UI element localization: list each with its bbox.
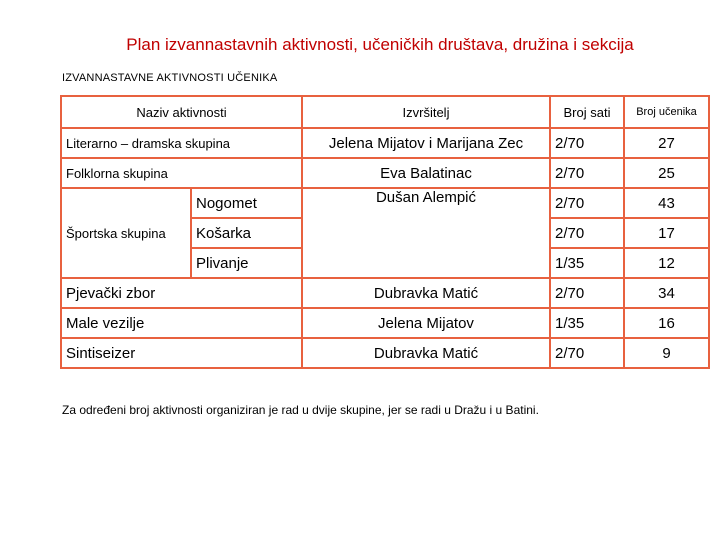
activity-name: Folklorna skupina xyxy=(61,158,302,188)
sub-activity-name: Nogomet xyxy=(191,188,302,218)
activity-hours: 2/70 xyxy=(550,278,624,308)
activity-leader: Eva Balatinac xyxy=(302,158,550,188)
header-activity: Naziv aktivnosti xyxy=(61,96,302,128)
activity-students: 34 xyxy=(624,278,709,308)
page-title: Plan izvannastavnih aktivnosti, učeničkih društava, družina i sekcija xyxy=(126,35,634,54)
activity-name: Športska skupina xyxy=(61,188,191,278)
activity-hours: 2/70 xyxy=(550,128,624,158)
sub-activity-name: Plivanje xyxy=(191,248,302,278)
activity-leader: Dubravka Matić xyxy=(302,338,550,368)
activity-name: Pjevački zbor xyxy=(61,278,302,308)
header-hours: Broj sati xyxy=(550,96,624,128)
header-students: Broj učenika xyxy=(624,96,709,128)
activity-hours: 2/70 xyxy=(550,218,624,248)
activities-table xyxy=(60,95,710,369)
table-row xyxy=(61,308,709,338)
sub-activity-name: Košarka xyxy=(191,218,302,248)
activity-students: 43 xyxy=(624,188,709,218)
footnote: Za određeni broj aktivnosti organiziran je rad u dvije skupine, jer se radi u Dražu i u Batini. xyxy=(62,403,539,417)
activity-hours: 1/35 xyxy=(550,308,624,338)
table-row xyxy=(61,188,709,218)
table-row xyxy=(61,128,709,158)
activity-students: 25 xyxy=(624,158,709,188)
activity-students: 16 xyxy=(624,308,709,338)
activity-name: Sintiseizer xyxy=(61,338,302,368)
table-row xyxy=(61,338,709,368)
activity-name: Literarno – dramska skupina xyxy=(61,128,302,158)
activity-students: 27 xyxy=(624,128,709,158)
activity-hours: 2/70 xyxy=(550,338,624,368)
activity-leader: Dubravka Matić xyxy=(302,278,550,308)
activity-name: Male vezilje xyxy=(61,308,302,338)
section-subtitle: IZVANNASTAVNE AKTIVNOSTI UČENIKA xyxy=(62,72,278,84)
activity-hours: 1/35 xyxy=(550,248,624,278)
header-leader: Izvršitelj xyxy=(302,96,550,128)
activity-leader: Jelena Mijatov xyxy=(302,308,550,338)
activity-leader: Jelena Mijatov i Marijana Zec xyxy=(302,128,550,158)
activity-leader: Dušan Alempić xyxy=(302,188,550,278)
activity-students: 17 xyxy=(624,218,709,248)
activity-hours: 2/70 xyxy=(550,158,624,188)
table-row xyxy=(61,278,709,308)
activity-hours: 2/70 xyxy=(550,188,624,218)
activity-students: 12 xyxy=(624,248,709,278)
activity-students: 9 xyxy=(624,338,709,368)
table-header-row xyxy=(61,96,709,128)
table-row xyxy=(61,158,709,188)
